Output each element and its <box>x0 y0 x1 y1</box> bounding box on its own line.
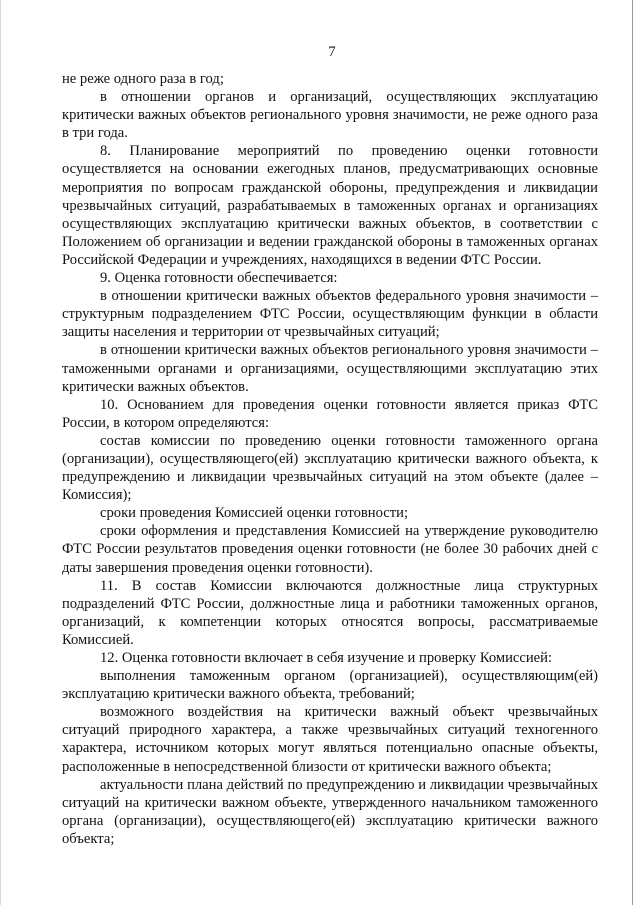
paragraph: в отношении органов и организаций, осуществляющих эксплуатацию критически важных объектов регионального уровня значимости, не реже одного раза в три года. <box>62 89 598 142</box>
paragraph: состав комиссии по проведению оценки готовности таможенного органа (организации), осуществляющего(ей) эксплуатацию критически важного объекта, к предупреждению и ликвидации чрезвычайных ситуаций на этом объекте (далее – Комиссия); <box>62 432 598 504</box>
page-number: 7 <box>328 44 336 60</box>
paragraph: в отношении критически важных объектов регионального уровня значимости – таможенными органами и организациями, осуществляющими эксплуатацию этих критически важных объектов. <box>62 342 598 395</box>
paragraph: выполнения таможенным органом (организацией), осуществляющим(ей) эксплуатацию критически важного объекта, требований; <box>62 668 598 703</box>
document-body <box>62 70 598 848</box>
scan-edge-right <box>632 0 633 905</box>
paragraph-item-8: 8. Планирование мероприятий по проведению оценки готовности осуществляется на основании ежегодных планов, предусматривающих основные мероприятия по вопросам гражданской обороны, предупреждения и ликвидации чрезвычайных ситуаций, разрабатываемых в таможенных органах и организациях осуществляющих эксплуатацию критически важных объектов, в соответствии с Положением об организации и ведении гражданской обороны в таможенных органах Российской Федерации и учреждениях, находящихся в ведении ФТС России. <box>62 143 598 268</box>
paragraph-item-9: 9. Оценка готовности обеспечивается: <box>100 270 338 287</box>
paragraph: сроки проведения Комиссией оценки готовности; <box>100 505 409 522</box>
paragraph: в отношении критически важных объектов федерального уровня значимости – структурным подразделением ФТС России, осуществляющим функции в области защиты населения и территории от чрезвычайных ситуаций; <box>62 288 598 341</box>
paragraph: возможного воздействия на критически важный объект чрезвычайных ситуаций природного характера, а также чрезвычайных ситуаций техногенного характера, источником которых могут являться потенциально опасные объекты, расположенные в непосредственной близости от критически важного объекта; <box>62 704 598 775</box>
paragraph: сроки оформления и представления Комиссией на утверждение руководителю ФТС России результатов проведения оценки готовности (не более 30 рабочих дней с даты завершения проведения оценки готовности). <box>62 523 598 576</box>
scan-edge-left <box>0 0 1 905</box>
paragraph-item-12: 12. Оценка готовности включает в себя изучение и проверку Комиссией: <box>100 650 553 666</box>
paragraph: актуальности плана действий по предупреждению и ликвидации чрезвычайных ситуаций на критически важном объекте, утвержденного начальником таможенного органа (организации), осуществляющего(ей) эксплуатацию критически важного объекта; <box>62 776 598 847</box>
paragraph-continuation: не реже одного раза в год; <box>62 71 224 87</box>
paragraph-item-10: 10. Основанием для проведения оценки готовности является приказ ФТС России, в котором определяются: <box>62 396 598 431</box>
paragraph-item-11: 11. В состав Комиссии включаются должностные лица структурных подразделений ФТС России, должностные лица и работники таможенных органов, организаций, к компетенции которых относятся вопросы, рассматриваемые Комиссией. <box>62 577 598 648</box>
